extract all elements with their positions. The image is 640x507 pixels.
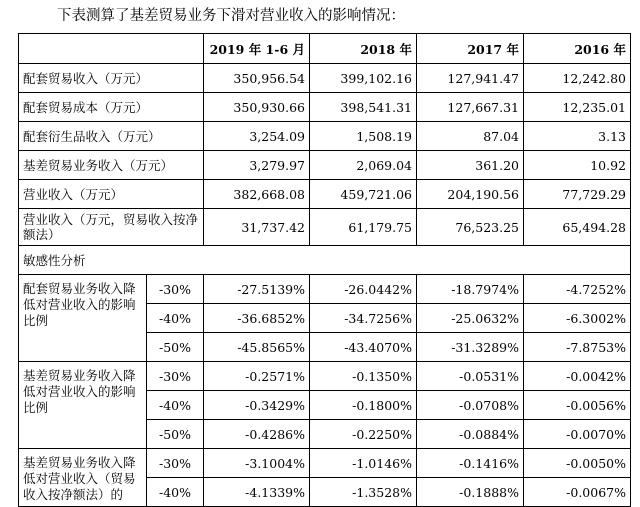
cell: -31.3289% — [417, 333, 524, 362]
cell: -0.2571% — [204, 362, 310, 391]
cell: 87.04 — [417, 122, 524, 151]
table-row — [19, 64, 631, 93]
cell: -0.0531% — [417, 362, 524, 391]
pct-cell: -30% — [147, 449, 204, 478]
table-row — [19, 151, 631, 180]
cell: -0.0042% — [524, 362, 631, 391]
pct-cell: -50% — [147, 420, 204, 449]
cell: -0.0070% — [524, 420, 631, 449]
row-label: 配套贸易收入（万元） — [19, 64, 204, 93]
pct-cell: -50% — [147, 333, 204, 362]
cell: -4.7252% — [524, 275, 631, 304]
cell: -25.0632% — [417, 304, 524, 333]
cell: 3,279.97 — [204, 151, 310, 180]
cell: -3.1004% — [204, 449, 310, 478]
cell: 1,508.19 — [310, 122, 417, 151]
cell: -18.7974% — [417, 275, 524, 304]
cell: -0.4286% — [204, 420, 310, 449]
cell: 127,941.47 — [417, 64, 524, 93]
cell: -1.0146% — [310, 449, 417, 478]
table-row — [19, 362, 631, 391]
table-row — [19, 93, 631, 122]
pct-cell: -30% — [147, 275, 204, 304]
header-2018: 2018 年 — [310, 34, 417, 64]
row-label: 营业收入（万元） — [19, 180, 204, 209]
cell: 3,254.09 — [204, 122, 310, 151]
cell: 12,242.80 — [524, 64, 631, 93]
cell: -45.8565% — [204, 333, 310, 362]
cell: 2,069.04 — [310, 151, 417, 180]
group-label: 配套贸易业务收入降低对营业收入的影响比例 — [19, 275, 147, 362]
table-row — [19, 275, 631, 304]
header-2019h1: 2019 年 1-6 月 — [204, 34, 310, 64]
cell: 3.13 — [524, 122, 631, 151]
cell: 382,668.08 — [204, 180, 310, 209]
cell: -7.8753% — [524, 333, 631, 362]
group-label: 基差贸易业务收入降低对营业收入的影响比例 — [19, 362, 147, 449]
cell: -0.0708% — [417, 391, 524, 420]
cell: -0.2250% — [310, 420, 417, 449]
cell: -0.1350% — [310, 362, 417, 391]
cell: 77,729.29 — [524, 180, 631, 209]
cell: -0.1888% — [417, 478, 524, 507]
cell: -4.1339% — [204, 478, 310, 507]
cell: 459,721.06 — [310, 180, 417, 209]
header-corner — [19, 34, 204, 64]
cell: -43.4070% — [310, 333, 417, 362]
cell: 31,737.42 — [204, 209, 310, 246]
cell: -0.0067% — [524, 478, 631, 507]
cell: 350,930.66 — [204, 93, 310, 122]
cell: -0.1800% — [310, 391, 417, 420]
row-label: 基差贸易业务收入（万元） — [19, 151, 204, 180]
pct-cell: -40% — [147, 478, 204, 507]
cell: -1.3528% — [310, 478, 417, 507]
row-label: 配套衍生品收入（万元） — [19, 122, 204, 151]
cell: 398,541.31 — [310, 93, 417, 122]
cell: -0.0056% — [524, 391, 631, 420]
group-label: 基差贸易业务收入降低对营业收入（贸易收入按净额法）的 — [19, 449, 147, 507]
cell: -0.0884% — [417, 420, 524, 449]
intro-text: 下表测算了基差贸易业务下滑对营业收入的影响情况： — [57, 8, 405, 24]
cell: -26.0442% — [310, 275, 417, 304]
row-label: 配套贸易成本（万元） — [19, 93, 204, 122]
cell: -0.3429% — [204, 391, 310, 420]
sensitivity-table — [18, 33, 631, 507]
cell: 350,956.54 — [204, 64, 310, 93]
cell: -6.3002% — [524, 304, 631, 333]
header-2016: 2016 年 — [524, 34, 631, 64]
cell: -0.0050% — [524, 449, 631, 478]
table-row — [19, 122, 631, 151]
cell: 61,179.75 — [310, 209, 417, 246]
cell: 361.20 — [417, 151, 524, 180]
header-2017: 2017 年 — [417, 34, 524, 64]
section-row — [19, 246, 631, 275]
header-row — [19, 34, 631, 64]
row-label: 营业收入（万元，贸易收入按净额法） — [19, 209, 204, 246]
cell: 204,190.56 — [417, 180, 524, 209]
table-row — [19, 449, 631, 478]
pct-cell: -40% — [147, 391, 204, 420]
pct-cell: -30% — [147, 362, 204, 391]
cell: 127,667.31 — [417, 93, 524, 122]
cell: 76,523.25 — [417, 209, 524, 246]
cell: -36.6852% — [204, 304, 310, 333]
cell: 65,494.28 — [524, 209, 631, 246]
cell: -0.1416% — [417, 449, 524, 478]
sensitivity-title: 敏感性分析 — [19, 246, 631, 275]
table-row — [19, 180, 631, 209]
cell: 12,235.01 — [524, 93, 631, 122]
cell: 10.92 — [524, 151, 631, 180]
cell: -27.5139% — [204, 275, 310, 304]
pct-cell: -40% — [147, 304, 204, 333]
cell: -34.7256% — [310, 304, 417, 333]
table-row — [19, 209, 631, 246]
cell: 399,102.16 — [310, 64, 417, 93]
